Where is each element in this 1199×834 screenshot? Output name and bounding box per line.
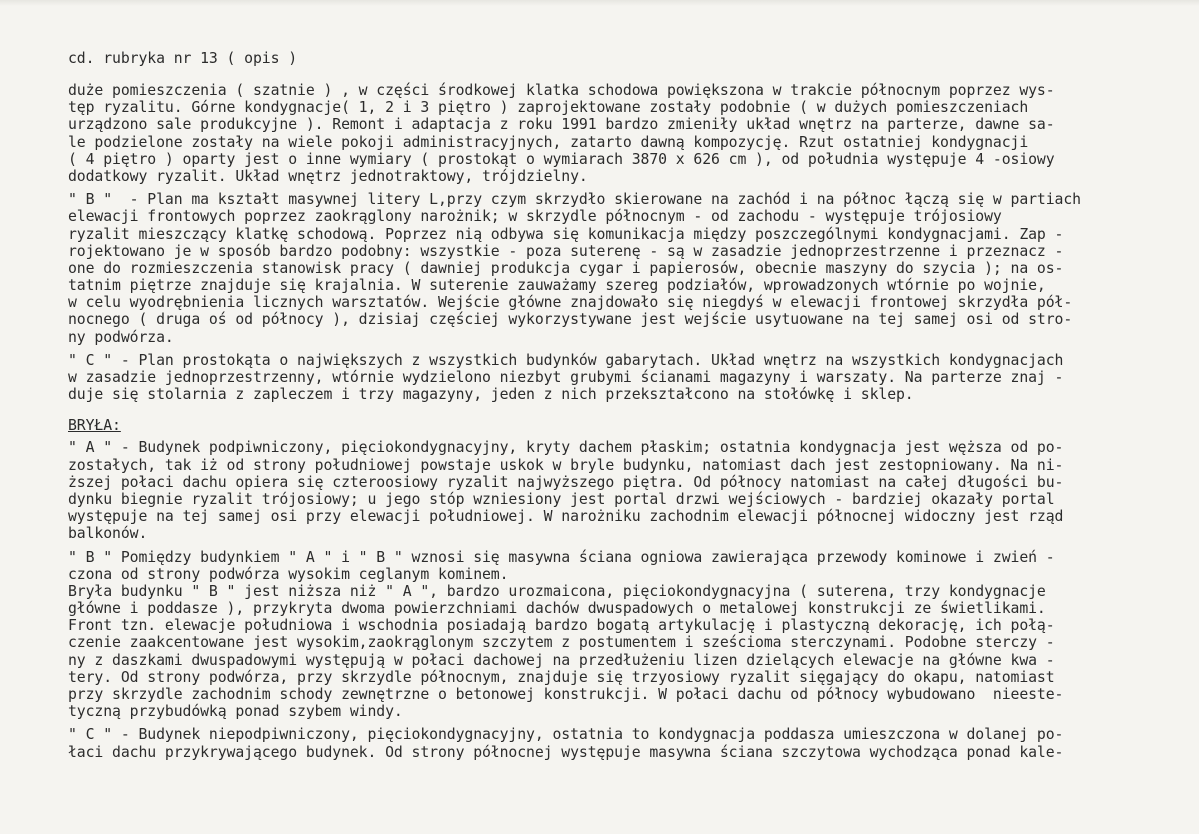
text-line: " A " - Budynek podpiwniczony, pięciokondygnacyjny, kryty dachem płaskim; ostatnia kondygnacja jest węższa od po- — [68, 439, 1064, 457]
text-line: Bryła budynku " B " jest niższa niż " A ", bardzo urozmaicona, pięciokondygnacyjna ( suterena, trzy kondygnacje — [68, 582, 1046, 600]
text-line: elewacji frontowych poprzez zaokrąglony narożnik; w skrzydle północnym - od zachodu - występuje trójosiowy — [68, 208, 1002, 226]
text-line: " C " - Budynek niepodpiwniczony, pięciokondygnacyjny, ostatnia to kondygnacja poddasza umieszczona w dolanej po- — [68, 726, 1064, 744]
text-line: łaci dachu przykrywającego budynek. Od strony północnej występuje masywna ściana szczytowa wychodząca ponad kale- — [68, 743, 1064, 761]
text-line: balkonów. — [68, 525, 148, 543]
page-header: cd. rubryka nr 13 ( opis ) — [68, 50, 298, 67]
paragraph — [68, 726, 1192, 760]
text-line: ższej połaci dachu opiera się czteroosiowy ryzalit najwyższego piętra. Od północy natomiast na całej długości bu- — [68, 473, 1064, 491]
layout-description — [68, 82, 1192, 403]
text-line: " B " - Plan ma kształt masywnej litery L,przy czym skrzydło skierowane na zachód i na północ łączą się w partiach — [68, 191, 1081, 209]
paragraph — [68, 549, 1192, 721]
text-line: dodatkowy ryzalit. Układ wnętrz jednotraktowy, trójdzielny. — [68, 167, 588, 185]
text-line: ryzalit mieszczący klatkę schodową. Poprzez nią odbywa się komunikacja między poszczególnymi kondygnacjami. Zap - — [68, 225, 1064, 243]
text-line: występuje na tej samej osi przy elewacji południowej. W narożniku zachodnim elewacji północnej widoczny jest rząd — [68, 508, 1064, 526]
text-line: Front tzn. elewacje południowa i wschodnia posiadają bardzo bogatą artykulację i plastyczną dekorację, ich połą- — [68, 617, 1055, 635]
text-line: dynku biegnie ryzalit trójosiowy; u jego stóp wzniesiony jest portal drzwi wejściowych - bardziej okazały portal — [68, 490, 1055, 508]
paragraph — [68, 191, 1192, 346]
text-line: one do rozmieszczenia stanowisk pracy ( dawniej produkcja cygar i papierosów, obecnie maszyny do szycia ); na os- — [68, 259, 1064, 277]
text-line: tatnim piętrze znajduje się krajalnia. W suterenie zauważamy szereg podziałów, wprowadzonych wtórnie po wojnie, — [68, 277, 1046, 295]
text-line: czona od strony podwórza wysokim ceglanym kominem. — [68, 565, 509, 583]
text-line: czenie zaakcentowane jest wysokim,zaokrąglonym szczytem z postumentem i sześcioma sterczynami. Podobne sterczy - — [68, 634, 1055, 652]
page-edge — [0, 0, 1199, 6]
text-line: zostałych, tak iż od strony południowej powstaje uskok w bryle budynku, natomiast dach jest zestopniowany. Na ni- — [68, 456, 1064, 474]
section-heading-bryla: BRYŁA: — [68, 417, 121, 435]
text-line: " B " Pomiędzy budynkiem " A " i " B " wznosi się masywna ściana ogniowa zawierająca przewody kominowe i zwień - — [68, 548, 1055, 566]
text-line: urządzono sale produkcyjne ). Remont i adaptacja z roku 1991 bardzo zmieniły układ wnętrz na parterze, dawne sa- — [68, 116, 1055, 134]
text-line: w zasadzie jednoprzestrzenny, wtórnie wydzielono niezbyt grubymi ścianami magazyny i warszaty. Na parterze znaj - — [68, 369, 1064, 386]
text-line: le podzielone zostały na wiele pokoji administracyjnych, zatarto dawną kompozycję. Rzut ostatniej kondygnacji — [68, 133, 1029, 151]
text-line: rojektowano je w sposób bardzo podobny: wszystkie - poza suterenę - są w zasadzie jednoprzestrzenne i przeznacz - — [68, 242, 1064, 260]
text-line: ( 4 piętro ) oparty jest o inne wymiary ( prostokąt o wymiarach 3870 x 626 cm ), od południa występuje 4 -osiowy — [68, 150, 1055, 168]
typed-document — [68, 42, 1192, 767]
text-line: ny podwórza. — [68, 328, 174, 346]
text-line: duże pomieszczenia ( szatnie ) , w części środkowej klatka schodowa powiększona w trakcie północnym poprzez wys- — [68, 82, 1055, 99]
text-line: przy skrzydle zachodnim schody zewnętrzne o betonowej konstrukcji. W połaci dachu od północy wybudowano nieeste- — [68, 686, 1064, 703]
text-line: tery. Od strony podwórza, przy skrzydle północnym, znajduje się trzyosiowy ryzalit sięgający do okapu, natomiast — [68, 668, 1055, 686]
paragraph — [68, 352, 1192, 404]
paragraph — [68, 439, 1192, 542]
text-line: duje się stolarnia z zapleczem i trzy magazyny, jeden z nich przekształcono na stołówkę i sklep. — [68, 386, 914, 404]
text-line: ny z daszkami dwuspadowymi występują w połaci dachowej na przedłużeniu lizen dzielących elewacje na główne kwa - — [68, 651, 1055, 669]
text-line: w celu wyodrębnienia licznych warsztatów. Wejście główne znajdowało się niegdyś w elewacji frontowej skrzydła pół- — [68, 294, 1073, 312]
text-line: tęp ryzalitu. Górne kondygnacje( 1, 2 i 3 piętro ) zaprojektowane zostały podobnie ( w dużych pomieszczeniach — [68, 99, 1029, 117]
mass-description — [68, 439, 1192, 760]
text-line: nocnego ( druga oś od północy ), dzisiaj częściej wykorzystywane jest wejście usytuowane na tej samej osi od stro- — [68, 311, 1073, 329]
text-line: tyczną przybudówką ponad szybem windy. — [68, 703, 403, 721]
text-line: główne i poddasze ), przykryta dwoma powierzchniami dachów dwuspadowych o metalowej konstrukcji ze świetlikami. — [68, 600, 1046, 618]
text-line: " C " - Plan prostokąta o największych z wszystkich budynków gabarytach. Układ wnętrz na wszystkich kondygnacjach — [68, 351, 1064, 369]
paragraph — [68, 82, 1192, 185]
